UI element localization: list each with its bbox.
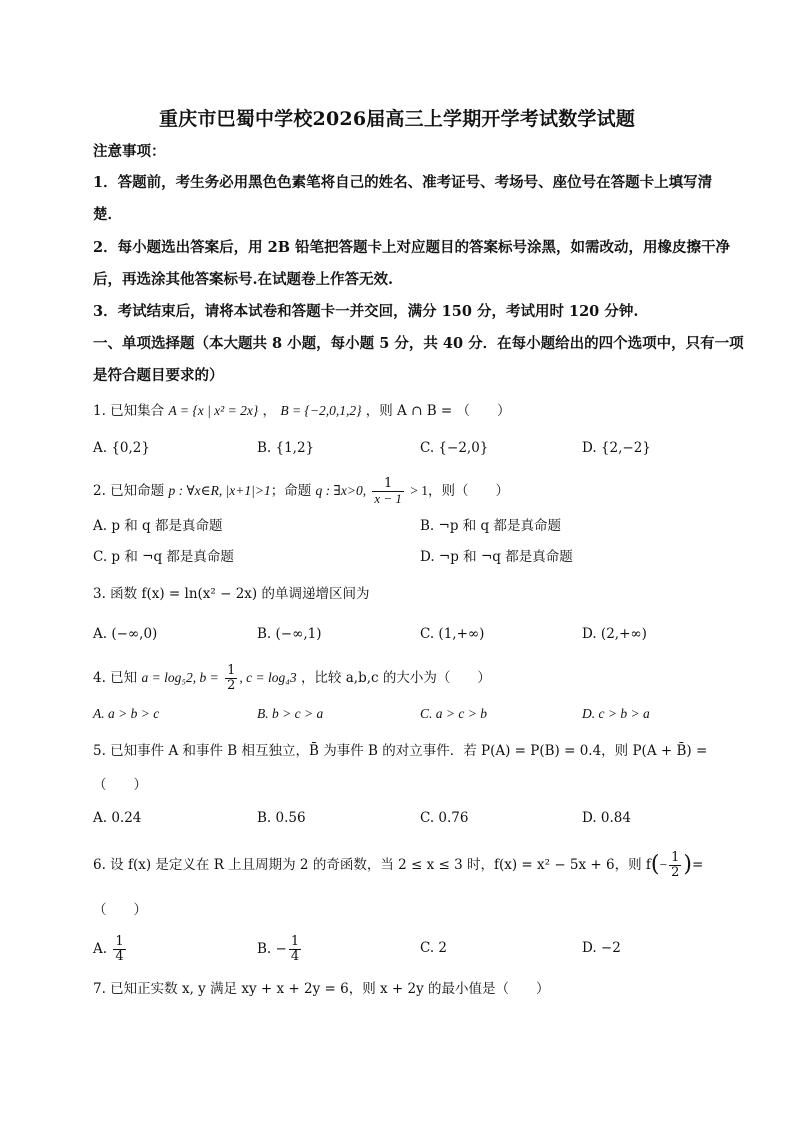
q3-option-b: B. (−∞,1) <box>257 626 322 642</box>
question-6-cont: （ ） <box>93 902 147 918</box>
q3-option-d: D. (2,+∞) <box>582 626 647 642</box>
q2-option-b: B. ¬p 和 q 都是真命题 <box>420 518 561 534</box>
q3-option-a: A. (−∞,0) <box>93 626 158 642</box>
question-5: 5. 已知事件 A 和事件 B 相互独立，B̄ 为事件 B 的对立事件．若 P(A) = P(B) = 0.4，则 P(A + B̄) = <box>93 743 708 759</box>
q2-fraction <box>372 477 404 506</box>
question-7: 7. 已知正实数 x, y 满足 xy + x + 2y = 6，则 x + 2y 的最小值是（ ） <box>93 981 550 997</box>
notice-item-1-cont: 楚． <box>93 206 122 223</box>
q2-proposition-p: p : ∀x∈R, |x+1|>1 <box>168 483 271 498</box>
q4-option-b: B. b > c > a <box>257 706 324 721</box>
q6-option-a-den: 4 <box>115 949 124 964</box>
q6-option-b <box>257 935 303 964</box>
notice-item-2: 2．每小题选出答案后，用 2B 铅笔把答题卡上对应题目的答案标号涂黑，如需改动，用橡皮擦干净 <box>93 239 731 256</box>
q6-option-a-label: A. <box>93 941 108 957</box>
q2-frac-num: 1 <box>372 477 404 492</box>
q4-option-a: A. a > b > c <box>93 706 160 721</box>
notice-item-1: 1．答题前，考生务必用黑色色素笔将自己的姓名、准考证号、考场号、座位号在答题卡上填写清 <box>93 174 713 191</box>
question-3: 3. 函数 f(x) = ln(x² − 2x) 的单调递增区间为 <box>93 586 370 602</box>
question-1: 1. 已知集合 A = {x | x² = 2x} ， B = {−2,0,1,2} ，则 A ∩ B = （ ） <box>93 403 511 419</box>
q4-frac-den: 2 <box>227 678 236 693</box>
q6-option-b-den: 4 <box>290 949 300 964</box>
q4-fraction <box>225 664 237 693</box>
q6-option-d: D. −2 <box>582 940 621 956</box>
q6-option-b-fraction <box>289 935 301 964</box>
q1-option-a: A. {0,2} <box>93 440 150 456</box>
section-heading: 一、单项选择题（本大题共 8 小题，每小题 5 分，共 40 分．在每小题给出的四个选项中，只有一项 <box>93 335 744 352</box>
q6-arg-num: 1 <box>671 850 680 865</box>
q3-option-c: C. (1,+∞) <box>420 626 485 642</box>
q2-tail: ，则（ ） <box>427 483 509 499</box>
question-5-cont: （ ） <box>93 777 147 793</box>
q1-option-d: D. {2,−2} <box>582 440 651 456</box>
q1-option-c: C. {−2,0} <box>420 440 489 456</box>
q4-tail: ，比较 a,b,c 的大小为（ ） <box>300 670 491 686</box>
q4-frac-num: 1 <box>227 663 236 678</box>
question-4 <box>93 664 491 693</box>
q6-option-b-num: 1 <box>290 934 300 949</box>
q5-option-a: A. 0.24 <box>93 810 142 826</box>
q2-option-c: C. p 和 ¬q 都是真命题 <box>93 549 234 565</box>
section-heading-cont: 是符合题目要求的） <box>93 367 224 384</box>
q4-option-d: D. c > b > a <box>582 706 650 721</box>
q5-option-d: D. 0.84 <box>582 810 631 826</box>
question-2 <box>93 477 509 506</box>
q2-after-frac: > 1 <box>410 483 428 498</box>
q1-set-a: A = {x | x² = 2x} <box>168 403 259 418</box>
notice-heading: 注意事项： <box>93 143 166 160</box>
q2-option-d: D. ¬p 和 ¬q 都是真命题 <box>420 549 573 565</box>
q6-text: 6. 设 f(x) 是定义在 R 上且周期为 2 的奇函数，当 2 ≤ x ≤ 3 时，f(x) = x² − 5x + 6，则 f <box>93 857 651 873</box>
q6-arg-den: 2 <box>671 865 680 880</box>
q2-prefix: 2. 已知命题 <box>93 483 165 499</box>
q2-frac-den: x − 1 <box>374 491 402 506</box>
q4-prefix: 4. 已知 <box>93 670 138 686</box>
q1-option-b: B. {1,2} <box>257 440 315 456</box>
q6-option-a-num: 1 <box>115 934 124 949</box>
page-title: 重庆市巴蜀中学校2026届高三上学期开学考试数学试题 <box>158 108 636 130</box>
question-6: 6. 设 f(x) 是定义在 R 上且周期为 2 的奇函数，当 2 ≤ x ≤ 3 时，f(x) = x² − 5x + 6，则 f(− $\frac{1}{2}$ )= <box>93 850 704 880</box>
q6-option-c: C. 2 <box>420 940 448 956</box>
q6-arg-fraction <box>669 851 681 880</box>
q1-prefix: 1. 已知集合 <box>93 403 165 419</box>
q6-option-a <box>93 935 128 964</box>
q6-option-a-fraction <box>113 935 125 964</box>
q4-a-b: a = log₅2, b = <box>141 670 219 685</box>
notice-item-3: 3．考试结束后，请将本试卷和答题卡一并交回，满分 150 分，考试用时 120 分钟. <box>93 303 639 320</box>
notice-item-2-cont: 后，再选涂其他答案标号.在试题卷上作答无效. <box>93 271 394 288</box>
q5-option-c: C. 0.76 <box>420 810 469 826</box>
q4-c: , c = log₄3 <box>239 670 297 685</box>
q1-set-b: B = {−2,0,1,2} <box>280 403 362 418</box>
q2-mid: ；命题 <box>270 483 312 499</box>
q6-option-b-label: B. − <box>257 941 287 957</box>
q4-option-c: C. a > c > b <box>420 706 487 721</box>
q5-option-b: B. 0.56 <box>257 810 306 826</box>
q2-proposition-q: q : ∃x>0, <box>315 483 367 498</box>
q2-option-a: A. p 和 q 都是真命题 <box>93 518 223 534</box>
q1-tail: ，则 A ∩ B = （ ） <box>365 403 511 419</box>
q6-eq: = <box>692 857 704 873</box>
